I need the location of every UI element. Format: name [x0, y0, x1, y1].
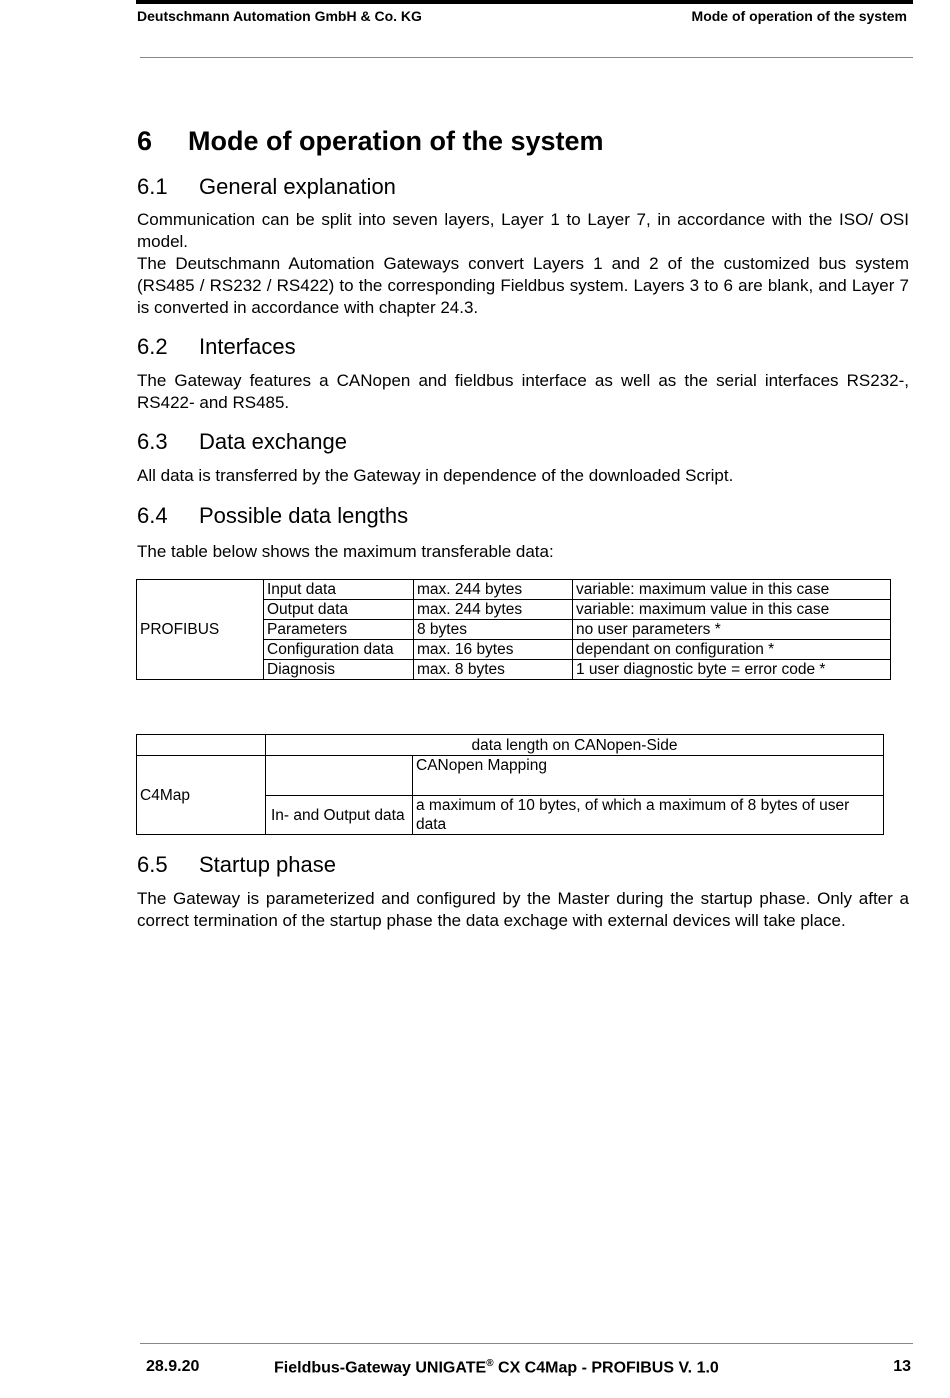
- section-heading-6-3: [137, 429, 347, 455]
- c4map-table: [136, 734, 884, 835]
- header-company: Deutschmann Automation GmbH & Co. KG: [137, 8, 422, 24]
- header-rule: [140, 57, 913, 58]
- paragraph-6-2: The Gateway features a CANopen and fieldbus interface as well as the serial interfaces RS232-, RS422- and RS485.: [137, 371, 909, 412]
- header-top-rule: [136, 0, 913, 4]
- section-number: 6.4: [137, 503, 168, 528]
- table-cell: max. 244 bytes: [414, 580, 573, 600]
- paragraph-6-1-a: Communication can be split into seven layers, Layer 1 to Layer 7, in accordance with the ISO/ OSI model.: [137, 210, 909, 251]
- section-title: Possible data lengths: [199, 503, 409, 528]
- row-value: a maximum of 10 bytes, of which a maximum of 8 bytes of user data: [413, 796, 884, 835]
- section-heading-6-4: [137, 503, 408, 529]
- table-cell: [266, 756, 413, 796]
- paragraph-6-5: The Gateway is parameterized and configured by the Master during the startup phase. Only after a correct termination of the startup phase the data exchage with external devices will take place.: [137, 889, 909, 930]
- table-cell: Diagnosis: [264, 660, 414, 680]
- chapter-title: Mode of operation of the system: [188, 126, 604, 156]
- paragraph-6-1-b: The Deutschmann Automation Gateways convert Layers 1 and 2 of the customized bus system (RS485 / RS232 / RS422) to the corresponding Fieldbus system. Layers 3 to 6 are blank, and Layer 7 is converted in accordance with chapter 24.3.: [137, 254, 909, 317]
- table-cell: dependant on configuration *: [573, 640, 891, 660]
- footer-title-suffix: CX C4Map - PROFIBUS V. 1.0: [493, 1359, 719, 1377]
- header-section: Mode of operation of the system: [691, 8, 907, 24]
- section-number: 6.1: [137, 174, 168, 199]
- table-cell: 8 bytes: [414, 620, 573, 640]
- mapping-label: CANopen Mapping: [413, 756, 884, 796]
- footer-date: 28.9.20: [146, 1358, 200, 1375]
- registered-mark: ®: [486, 1358, 494, 1369]
- table-row: [137, 735, 884, 756]
- table-cell: max. 244 bytes: [414, 600, 573, 620]
- table-cell: max. 16 bytes: [414, 640, 573, 660]
- profibus-table: [136, 579, 891, 680]
- section-heading-6-5: [137, 852, 336, 878]
- section-number: 6.5: [137, 852, 168, 877]
- table-cell: Output data: [264, 600, 414, 620]
- table-row: [137, 580, 891, 600]
- section-heading-6-1: [137, 174, 396, 200]
- table-cell: max. 8 bytes: [414, 660, 573, 680]
- paragraph-6-3: All data is transferred by the Gateway in dependence of the downloaded Script.: [137, 466, 734, 485]
- footer-page-number: 13: [893, 1358, 911, 1375]
- c4map-header: data length on CANopen-Side: [266, 735, 884, 756]
- section-number: 6.3: [137, 429, 168, 454]
- footer-title: [274, 1358, 719, 1377]
- row-label: In- and Output data: [266, 796, 413, 835]
- section-number: 6.2: [137, 334, 168, 359]
- table-cell: variable: maximum value in this case: [573, 600, 891, 620]
- section-title: Startup phase: [199, 852, 336, 877]
- chapter-heading: [137, 126, 604, 157]
- footer-rule: [140, 1343, 913, 1344]
- chapter-number: 6: [137, 126, 153, 156]
- section-title: Data exchange: [199, 429, 347, 454]
- table-cell: 1 user diagnostic byte = error code *: [573, 660, 891, 680]
- table-cell: no user parameters *: [573, 620, 891, 640]
- table-cell: [137, 735, 266, 756]
- section-title: General explanation: [199, 174, 396, 199]
- table-cell: Configuration data: [264, 640, 414, 660]
- table-cell: Parameters: [264, 620, 414, 640]
- section-title: Interfaces: [199, 334, 296, 359]
- group-cell: PROFIBUS: [137, 580, 264, 680]
- section-heading-6-2: [137, 334, 296, 360]
- table-cell: Input data: [264, 580, 414, 600]
- footer-title-prefix: Fieldbus-Gateway UNIGATE: [274, 1359, 487, 1377]
- table-cell: variable: maximum value in this case: [573, 580, 891, 600]
- group-cell: C4Map: [137, 756, 266, 835]
- paragraph-6-4: The table below shows the maximum transferable data:: [137, 542, 554, 561]
- table-row: [137, 756, 884, 796]
